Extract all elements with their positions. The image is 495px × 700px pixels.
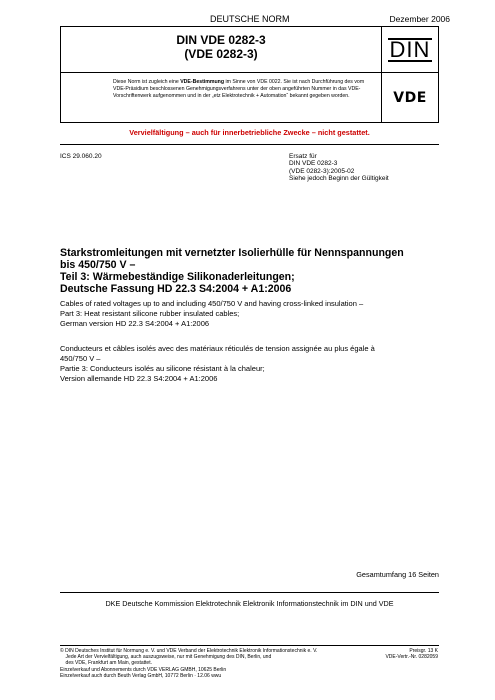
footer-line: des VDE, Frankfurt am Main, gestattet. (60, 660, 152, 667)
vde-note (61, 73, 382, 122)
footer-line: © DIN Deutsches Institut für Normung e. V. und VDE Verband der Elektrotechnik Elektronik Informationstechnik e. V. (60, 648, 318, 654)
din-logo-cell (382, 27, 438, 73)
german-title (60, 247, 440, 295)
french-title-line: Conducteurs et câbles isolés avec des matériaux réticulés de tension assignée au plus égale à (60, 344, 375, 353)
german-title-line: Deutsche Fassung HD 22.3 S4:2004 + A1:2006 (60, 283, 292, 295)
footer-line: Einzelverkauf und Abonnements durch VDE VERLAG GMBH, 10625 Berlin (60, 666, 227, 673)
footer-line: Einzelverkauf auch durch Beuth Verlag GmbH, 10772 Berlin · 12.06 wwu (60, 672, 222, 679)
copy-warning: Vervielfältigung – auch für innerbetriebliche Zwecke – nicht gestattet. (129, 128, 370, 137)
norm-label: DEUTSCHE NORM (210, 14, 290, 24)
standard-title-cell (61, 27, 382, 73)
standard-header-box (60, 26, 439, 123)
vde-note-bold: VDE-Bestimmung (180, 79, 224, 85)
english-title-line: Part 3: Heat resistant silicone rubber insulated cables; (60, 309, 240, 318)
vde-note-part1: Diese Norm ist zugleich eine (113, 79, 181, 85)
replaces-line: Siehe jedoch Beginn der Gültigkeit (289, 174, 389, 182)
replaces-line: (VDE 0282-3):2005-02 (289, 167, 355, 175)
divider (60, 144, 439, 145)
english-title-line: German version HD 22.3 S4:2004 + A1:2006 (60, 319, 210, 328)
issue-date: Dezember 2006 (389, 14, 450, 24)
price-info (385, 648, 438, 660)
total-pages: Gesamtumfang 16 Seiten (356, 570, 439, 579)
french-title-line: 450/750 V – (60, 354, 101, 363)
german-title-line: bis 450/750 V – (60, 259, 136, 271)
english-title-line: Cables of rated voltages up to and including 450/750 V and having cross-linked insulation – (60, 299, 364, 308)
english-title (60, 299, 440, 329)
dke-label: DKE Deutsche Kommission Elektrotechnik Elektronik Informationstechnik im DIN und VDE (105, 599, 394, 608)
ics-code: ICS 29.060.20 (60, 153, 102, 160)
replaces-line: DIN VDE 0282-3 (289, 160, 338, 168)
copyright-footer (60, 648, 380, 679)
footer-line: Jede Art der Vervielfältigung, auch auszugsweise, nur mit Genehmigung des DIN, Berlin, und (60, 654, 272, 661)
price-group: Preisgr. 13 K (409, 648, 438, 654)
vde-note-part2: im Sinne von VDE 0022. Sie ist nach Durchführung des vom VDE-Präsidium beschlossenen Genehmigungsverfahrens unter der oben angeführten Nummer in das VDE-Vorschriftenwerk aufgenommen und in der „etz Elektrotechnik + Automation“ bekannt gegeben worden. (113, 79, 365, 99)
german-title-line: Teil 3: Wärmebeständige Silikonaderleitungen; (60, 271, 295, 283)
vde-order-number: VDE-Vertr.-Nr. 0282059 (385, 654, 438, 661)
french-title-line: Partie 3: Conducteurs isolés au silicone résistant à la chaleur; (60, 364, 265, 373)
replaces-line: Ersatz für (289, 153, 317, 160)
din-logo: DIN (389, 36, 431, 62)
vde-logo: VDE (393, 89, 427, 106)
replaces-block (289, 153, 389, 182)
vde-number: (VDE 0282-3) (184, 47, 258, 61)
french-title-line: Version allemande HD 22.3 S4:2004 + A1:2006 (60, 374, 218, 383)
german-title-line: Starkstromleitungen mit vernetzter Isolierhülle für Nennspannungen (60, 247, 404, 259)
french-title (60, 344, 440, 384)
standard-number: DIN VDE 0282-3 (176, 33, 266, 47)
